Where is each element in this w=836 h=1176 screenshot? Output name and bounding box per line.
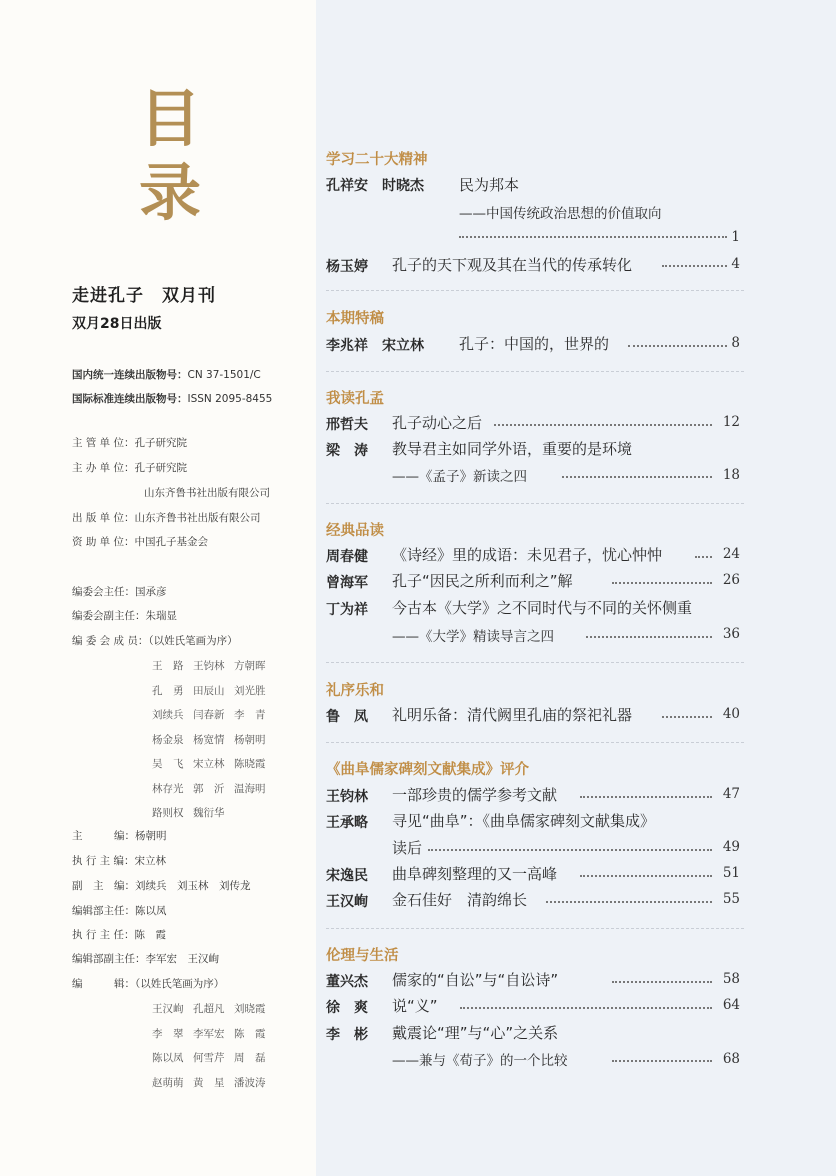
section-divider xyxy=(326,371,744,372)
section-heading: 伦理与生活 xyxy=(326,948,399,964)
toc-author: 曾海军 xyxy=(326,575,368,591)
person-name: 潘波涛 xyxy=(234,1076,266,1089)
toc-title[interactable]: 民为邦本 xyxy=(459,176,520,194)
name-row xyxy=(152,805,234,820)
masthead-panel xyxy=(0,0,316,1176)
contents-title xyxy=(130,82,210,230)
leader-dots xyxy=(459,236,727,238)
person-name: 何雪芹 xyxy=(193,1052,225,1064)
person-name: 赵萌萌 xyxy=(152,1076,184,1089)
toc-author: 王钧林 xyxy=(326,789,368,805)
leader-dots xyxy=(494,424,712,426)
publisher-line: 出 版 单 位：山东齐鲁书社出版有限公司 xyxy=(72,512,261,524)
person-name: 李军宏 xyxy=(193,1027,225,1040)
section-heading: 经典品读 xyxy=(326,523,384,539)
page-number: 36 xyxy=(722,626,740,642)
toc-title[interactable]: 曲阜碑刻整理的又一高峰 xyxy=(392,865,558,883)
toc-title[interactable]: 礼明乐备：清代阙里孔庙的祭祀礼器 xyxy=(392,706,633,724)
page-number: 24 xyxy=(722,546,740,562)
person-name: 吴 飞 xyxy=(152,758,184,770)
toc-author: 王承略 xyxy=(326,815,368,831)
editors-label: 编 辑：（以姓氏笔画为序） xyxy=(72,978,225,990)
name-row xyxy=(152,756,275,771)
leader-dots xyxy=(428,849,712,851)
leader-dots xyxy=(695,556,712,558)
office-deputy: 编辑部副主任：李军宏 王汉峋 xyxy=(72,953,219,965)
leader-dots xyxy=(580,875,712,877)
toc-title[interactable]: 教导君主如同学外语，重要的是环境 xyxy=(392,440,633,458)
person-name: 杨金泉 xyxy=(152,733,184,746)
chief-editor: 主 编：杨朝明 xyxy=(72,830,167,842)
section-heading: 《曲阜儒家碑刻文献集成》评介 xyxy=(326,762,529,778)
toc-subtitle: ——中国传统政治思想的价值取向 xyxy=(459,206,662,222)
section-heading: 学习二十大精神 xyxy=(326,152,428,168)
section-heading: 本期特稿 xyxy=(326,311,384,327)
office-director: 编辑部主任：陈以凤 xyxy=(72,905,167,917)
leader-dots xyxy=(580,796,712,798)
editorial-members-label: 编 委 会 成 员：（以姓氏笔画为序） xyxy=(72,635,238,647)
person-name: 孔超凡 xyxy=(193,1003,225,1015)
person-name: 路则权 xyxy=(152,807,184,819)
toc-title[interactable]: 孔子动心之后 xyxy=(392,414,483,432)
person-name: 孔 勇 xyxy=(152,684,184,697)
toc-title[interactable]: 孔子：中国的，世界的 xyxy=(459,335,610,353)
page-number: 58 xyxy=(722,971,740,987)
deputy-editor: 副 主 编：刘续兵 刘玉林 刘传龙 xyxy=(72,880,251,892)
toc-title-continued: 读后 xyxy=(392,839,423,857)
leader-dots xyxy=(612,981,712,983)
person-name: 田辰山 xyxy=(193,684,225,697)
toc-author: 梁 涛 xyxy=(326,443,368,459)
section-divider xyxy=(326,928,744,929)
toc-title[interactable]: 戴震论“理”与“心”之关系 xyxy=(392,1024,559,1042)
person-name: 刘光胜 xyxy=(234,684,266,697)
page-number: 68 xyxy=(722,1051,740,1067)
toc-title[interactable]: 说“义” xyxy=(392,997,438,1015)
sponsor-line-2: 山东齐鲁书社出版有限公司 xyxy=(144,487,270,499)
leader-dots xyxy=(586,636,712,638)
title-char-2: 录 xyxy=(138,156,201,229)
toc-title[interactable]: 孔子的天下观及其在当代的传承转化 xyxy=(392,256,633,274)
person-name: 陈 霞 xyxy=(234,1027,266,1040)
name-row xyxy=(152,732,275,747)
name-row xyxy=(152,658,275,673)
name-row xyxy=(152,707,275,722)
person-name: 林存光 xyxy=(152,782,184,795)
supervisor-line: 主 管 单 位：孔子研究院 xyxy=(72,437,188,449)
toc-author: 鲁 凤 xyxy=(326,709,368,725)
editorial-director: 编委会主任：国承彦 xyxy=(72,586,167,598)
title-char-1: 目 xyxy=(138,82,201,155)
person-name: 温海明 xyxy=(234,782,266,795)
leader-dots xyxy=(546,901,712,903)
editorial-deputy: 编委会副主任：朱瑞显 xyxy=(72,610,177,622)
magazine-name: 走进孔子 双月刊 xyxy=(72,286,216,306)
sponsor-line: 主 办 单 位：孔子研究院 xyxy=(72,462,188,474)
section-heading: 我读孔孟 xyxy=(326,391,384,407)
person-name: 宋立林 xyxy=(193,758,225,770)
page-number: 49 xyxy=(722,839,740,855)
funder-line: 资 助 单 位：中国孔子基金会 xyxy=(72,536,209,548)
person-name: 陈以凤 xyxy=(152,1052,184,1064)
toc-subtitle: ——兼与《荀子》的一个比较 xyxy=(392,1053,568,1069)
person-name: 王汉峋 xyxy=(152,1003,184,1015)
page-number: 40 xyxy=(722,706,740,722)
person-name: 闫春新 xyxy=(193,709,225,721)
page-number: 12 xyxy=(722,414,740,430)
person-name: 杨朝明 xyxy=(234,733,266,746)
toc-author: 宋逸民 xyxy=(326,868,368,884)
section-heading: 礼序乐和 xyxy=(326,683,384,699)
name-row xyxy=(152,781,275,796)
toc-title[interactable]: 寻见“曲阜”：《曲阜儒家碑刻文献集成》 xyxy=(392,812,656,830)
section-divider xyxy=(326,503,744,504)
issn-number: 国际标准连续出版物号：ISSN 2095-8455 xyxy=(72,393,273,405)
person-name: 刘续兵 xyxy=(152,709,184,721)
person-name: 方朝晖 xyxy=(234,660,266,672)
person-name: 李 翠 xyxy=(152,1027,184,1040)
person-name: 李 青 xyxy=(234,709,266,721)
leader-dots xyxy=(662,716,712,718)
person-name: 王 路 xyxy=(152,660,184,672)
toc-author: 王汉峋 xyxy=(326,894,368,910)
toc-author: 杨玉婷 xyxy=(326,259,368,275)
name-row xyxy=(152,1001,275,1016)
leader-dots xyxy=(460,1007,712,1009)
person-name: 郭 沂 xyxy=(193,782,225,795)
name-row xyxy=(152,1050,275,1065)
section-divider xyxy=(326,742,744,743)
toc-title[interactable]: 今古本《大学》之不同时代与不同的关怀侧重 xyxy=(392,599,693,617)
toc-author: 邢哲夫 xyxy=(326,417,368,433)
page-number: 4 xyxy=(731,256,740,272)
publish-date: 双月28日出版 xyxy=(72,316,162,332)
person-name: 黄 星 xyxy=(193,1076,225,1089)
toc-title[interactable]: 一部珍贵的儒学参考文献 xyxy=(392,786,558,804)
person-name: 陈晓霞 xyxy=(234,758,266,770)
toc-title[interactable]: 金石佳好 清韵绵长 xyxy=(392,891,528,909)
page-number: 47 xyxy=(722,786,740,802)
page-number: 8 xyxy=(731,335,740,351)
section-divider xyxy=(326,290,744,291)
cn-number: 国内统一连续出版物号：CN 37-1501/C xyxy=(72,369,261,381)
leader-dots xyxy=(662,265,727,267)
toc-subtitle: ——《大学》精读导言之四 xyxy=(392,629,554,645)
page-number: 26 xyxy=(722,572,740,588)
person-name: 魏衍华 xyxy=(193,807,225,819)
toc-title[interactable]: 儒家的“自讼”与“自讼诗” xyxy=(392,971,559,989)
page-number: 55 xyxy=(722,891,740,907)
person-name: 刘晓霞 xyxy=(234,1003,266,1015)
toc-author: 丁为祥 xyxy=(326,602,368,618)
toc-author: 李 彬 xyxy=(326,1027,368,1043)
toc-author: 李兆祥 宋立林 xyxy=(326,338,424,354)
name-row xyxy=(152,683,275,698)
exec-director: 执 行 主 任：陈 霞 xyxy=(72,929,167,941)
leader-dots xyxy=(612,1060,712,1062)
page-number: 64 xyxy=(722,997,740,1013)
toc-author: 孔祥安 时晓杰 xyxy=(326,178,424,194)
exec-editor: 执 行 主 编：宋立林 xyxy=(72,855,167,867)
section-divider xyxy=(326,662,744,663)
page-number: 1 xyxy=(731,229,740,245)
name-row xyxy=(152,1026,275,1041)
leader-dots xyxy=(562,476,712,478)
toc-title[interactable]: 《诗经》里的成语：未见君子，忧心忡忡 xyxy=(392,546,663,564)
page-number: 18 xyxy=(722,467,740,483)
toc-subtitle: ——《孟子》新读之四 xyxy=(392,469,527,485)
person-name: 周 磊 xyxy=(234,1052,266,1064)
page-number: 51 xyxy=(722,865,740,881)
person-name: 杨宽情 xyxy=(193,733,225,746)
person-name: 王钧林 xyxy=(193,660,225,672)
leader-dots xyxy=(628,345,727,347)
toc-author: 董兴杰 xyxy=(326,974,368,990)
toc-author: 周春健 xyxy=(326,549,368,565)
toc-title[interactable]: 孔子“因民之所利而利之”解 xyxy=(392,572,573,590)
leader-dots xyxy=(612,582,712,584)
name-row xyxy=(152,1075,275,1090)
toc-author: 徐 爽 xyxy=(326,1000,368,1016)
